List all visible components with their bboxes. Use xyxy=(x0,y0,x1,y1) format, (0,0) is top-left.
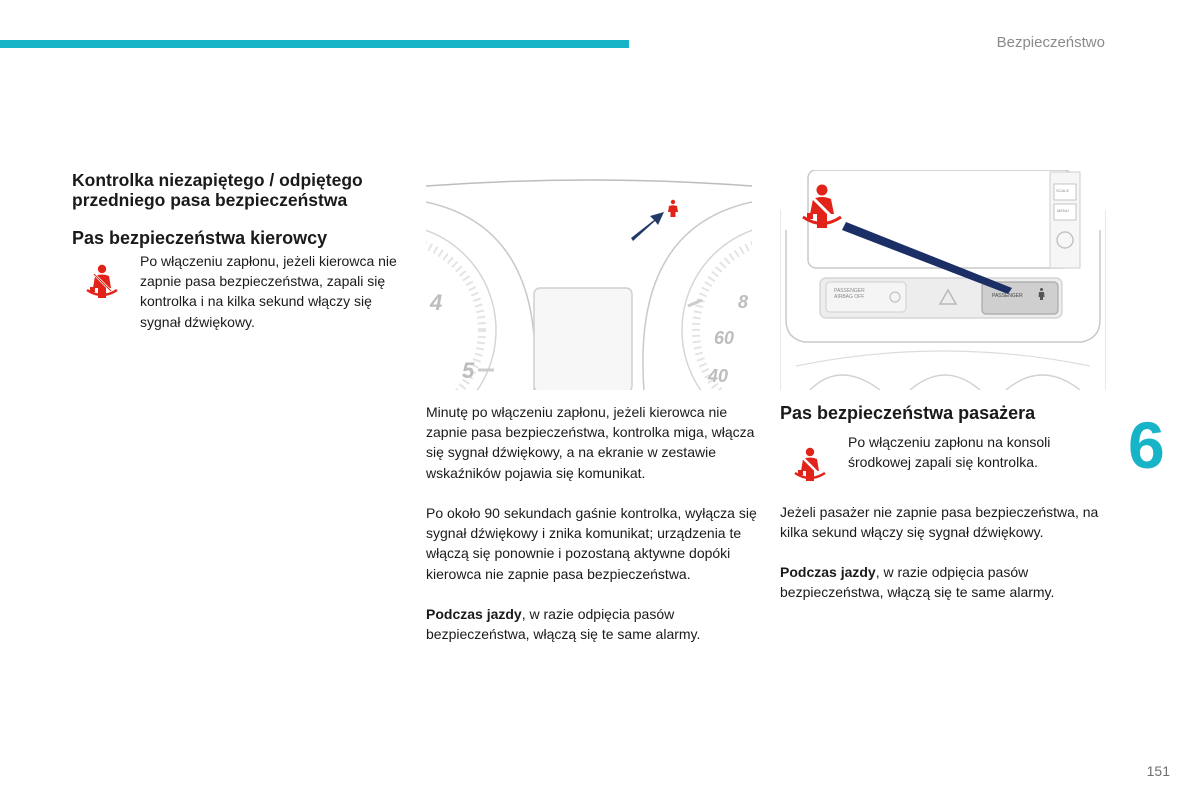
section-name: Bezpieczeństwo xyxy=(996,34,1105,51)
airbag-off-label xyxy=(834,288,865,300)
gauge-label-left: 4 xyxy=(430,290,443,315)
driver-text: Po włączeniu zapłonu, jeżeli kierowca nie zapnie pasa bezpieczeństwa, zapali się kontrolka i na kilka sekund włączy się sygnał dźwiękowy. xyxy=(140,253,397,330)
passenger-button-label: PASSENGER xyxy=(992,293,1023,299)
center-console-illustration xyxy=(780,170,1106,390)
airbag-label-line-1: PASSENGER xyxy=(834,288,865,294)
passenger-text-1: Po włączeniu zapłonu na konsoli środkowej zapali się kontrolka. xyxy=(848,434,1051,471)
passenger-text-3 xyxy=(780,562,1100,602)
airbag-label-line-2: AIRBAG OFF xyxy=(834,294,865,300)
screen-button-label: SCALE xyxy=(1056,188,1070,193)
middle-paragraph-3 xyxy=(426,604,758,644)
seatbelt-warning-icon xyxy=(792,447,828,485)
passenger-heading: Pas bezpieczeństwa pasażera xyxy=(780,403,1036,423)
bold-lead: Podczas jazdy xyxy=(780,564,876,580)
middle-paragraph-1: Minutę po włączeniu zapłonu, jeżeli kierowca nie zapnie pasa bezpieczeństwa, kontrolka miga, włącza się sygnał dźwiękowy, a na ekranie w zestawie wskaźników pojawia się komunikat. xyxy=(426,404,755,481)
paragraph-rest: , w razie odpięcia pasów bezpieczeństwa, włączą się te same alarmy. xyxy=(426,606,701,643)
middle-paragraph-2: Po około 90 sekundach gaśnie kontrolka, wyłącza się sygnał dźwiękowy i znika komunikat; urządzenia te włączą się ponownie i pozostaną aktywne dopóki kierowca nie zapnie pasa bezpieczeństwa. xyxy=(426,505,757,582)
accent-bar xyxy=(0,40,629,48)
seatbelt-warning-icon xyxy=(84,264,120,302)
passenger-text-2: Jeżeli pasażer nie zapnie pasa bezpieczeństwa, na kilka sekund włączy się sygnał dźwiękowy. xyxy=(780,504,1099,541)
gauge-label-right: 40 xyxy=(708,366,729,386)
instrument-cluster-figure xyxy=(426,170,752,390)
gauge-label-right: 8 xyxy=(738,292,749,312)
page-number: 151 xyxy=(1146,763,1170,779)
screen-button-label: MENU xyxy=(1057,208,1069,213)
driver-heading: Pas bezpieczeństwa kierowcy xyxy=(72,228,328,248)
gauge-label-left: 5 xyxy=(462,358,475,383)
center-console-figure xyxy=(780,170,1106,390)
gauge-label-right: 60 xyxy=(714,328,735,348)
chapter-number: 6 xyxy=(1128,408,1165,482)
bold-lead: Podczas jazdy xyxy=(426,606,522,622)
paragraph-rest: , w razie odpięcia pasów bezpieczeństwa, włączą się te same alarmy. xyxy=(780,564,1055,601)
instrument-cluster-illustration xyxy=(426,170,752,390)
main-title: Kontrolka niezapiętego / odpiętego przedniego pasa bezpieczeństwa xyxy=(72,170,363,210)
